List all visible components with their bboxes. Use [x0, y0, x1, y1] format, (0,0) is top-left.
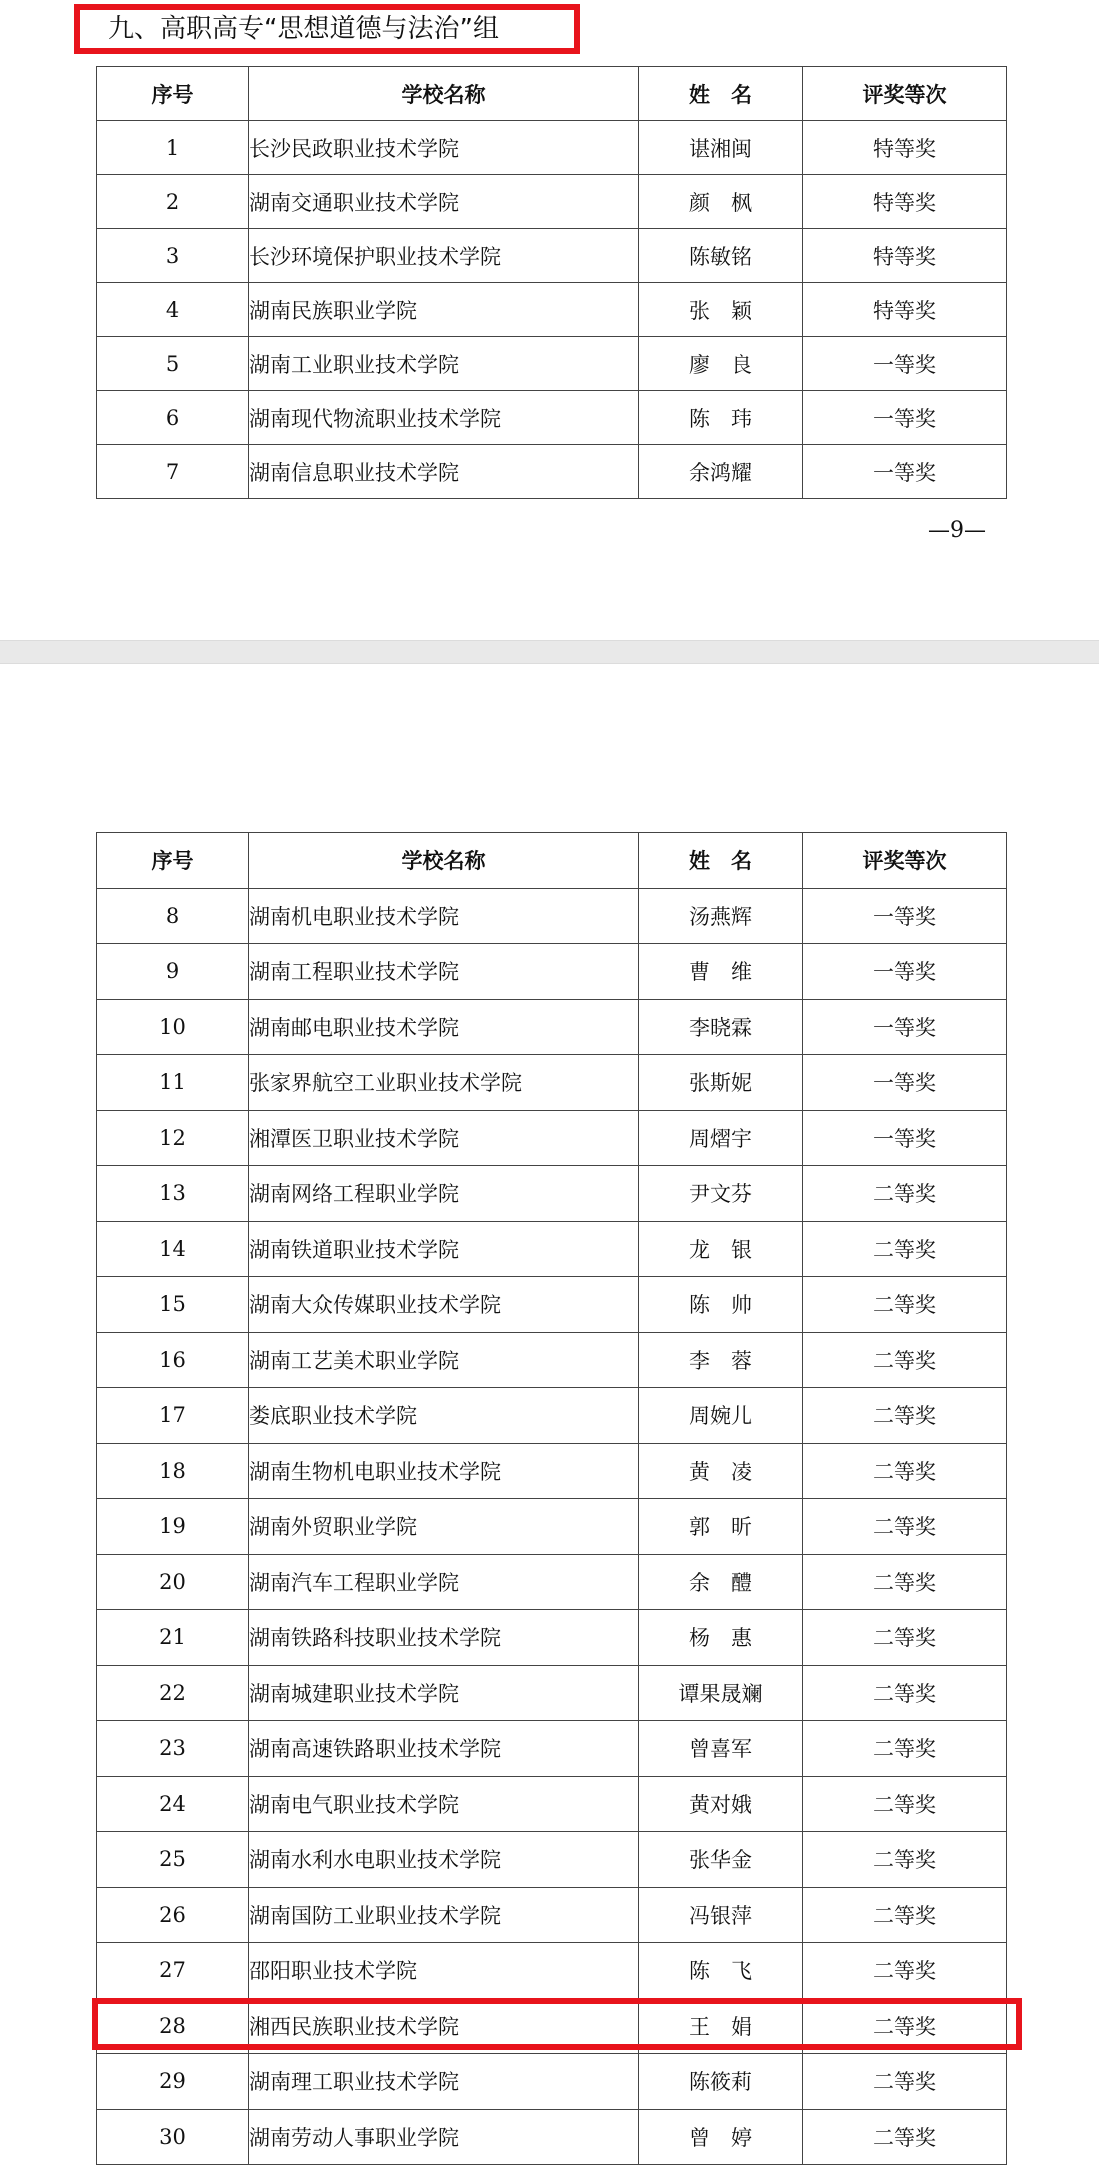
- header-award: 评奖等次: [803, 833, 1007, 889]
- table-row: [97, 1388, 1007, 1444]
- cell-no: 22: [97, 1665, 249, 1721]
- cell-no: 2: [97, 175, 249, 229]
- table-row: [97, 944, 1007, 1000]
- table-row: [97, 1665, 1007, 1721]
- table-row: [97, 1776, 1007, 1832]
- cell-name: 陈 飞: [639, 1943, 803, 1999]
- cell-name: 张斯妮: [639, 1055, 803, 1111]
- cell-no: 5: [97, 337, 249, 391]
- cell-award: 一等奖: [803, 999, 1007, 1055]
- table-row: [97, 1610, 1007, 1666]
- cell-no: 8: [97, 888, 249, 944]
- cell-no: 4: [97, 283, 249, 337]
- table-row: [97, 2054, 1007, 2110]
- cell-school: 湖南汽车工程职业学院: [249, 1554, 639, 1610]
- cell-no: 6: [97, 391, 249, 445]
- cell-name: 廖 良: [639, 337, 803, 391]
- cell-award: 二等奖: [803, 1776, 1007, 1832]
- cell-name: 陈 玮: [639, 391, 803, 445]
- cell-award: 一等奖: [803, 1055, 1007, 1111]
- cell-school: 湖南理工职业技术学院: [249, 2054, 639, 2110]
- awards-table-page-9: [96, 66, 1007, 499]
- cell-no: 19: [97, 1499, 249, 1555]
- table-row: [97, 175, 1007, 229]
- cell-award: 二等奖: [803, 2109, 1007, 2165]
- table-row: [97, 1887, 1007, 1943]
- section-title: 九、高职高专“思想道德与法治”组: [108, 14, 499, 44]
- table-row: [97, 283, 1007, 337]
- cell-award: 二等奖: [803, 1388, 1007, 1444]
- cell-no: 16: [97, 1332, 249, 1388]
- awards-table-page-10: [96, 832, 1007, 2165]
- header-name: 姓 名: [639, 67, 803, 121]
- page-number: —9—: [928, 518, 986, 543]
- cell-no: 21: [97, 1610, 249, 1666]
- cell-school: 湖南水利水电职业技术学院: [249, 1832, 639, 1888]
- cell-no: 7: [97, 445, 249, 499]
- page-separator: [0, 640, 1099, 664]
- table-row: [97, 1721, 1007, 1777]
- table-body: [97, 888, 1007, 2165]
- cell-no: 15: [97, 1277, 249, 1333]
- cell-award: 二等奖: [803, 1499, 1007, 1555]
- cell-school: 湖南铁道职业技术学院: [249, 1221, 639, 1277]
- section-title-highlight-box: [74, 4, 580, 54]
- cell-no: 18: [97, 1443, 249, 1499]
- table-row: [97, 1221, 1007, 1277]
- cell-no: 9: [97, 944, 249, 1000]
- cell-school: 湖南网络工程职业学院: [249, 1166, 639, 1222]
- cell-award: 特等奖: [803, 121, 1007, 175]
- table-row: [97, 1443, 1007, 1499]
- cell-school: 湖南生物机电职业技术学院: [249, 1443, 639, 1499]
- cell-no: 1: [97, 121, 249, 175]
- table-row: [97, 1110, 1007, 1166]
- cell-school: 湖南工程职业技术学院: [249, 944, 639, 1000]
- cell-name: 颜 枫: [639, 175, 803, 229]
- cell-name: 陈筱莉: [639, 2054, 803, 2110]
- cell-school: 湖南城建职业技术学院: [249, 1665, 639, 1721]
- cell-award: 二等奖: [803, 1610, 1007, 1666]
- cell-no: 13: [97, 1166, 249, 1222]
- cell-school: 湖南国防工业职业技术学院: [249, 1887, 639, 1943]
- cell-school: 长沙民政职业技术学院: [249, 121, 639, 175]
- cell-award: 二等奖: [803, 1554, 1007, 1610]
- cell-award: 一等奖: [803, 391, 1007, 445]
- header-name: 姓 名: [639, 833, 803, 889]
- table-row: [97, 1277, 1007, 1333]
- cell-award: 二等奖: [803, 1998, 1007, 2054]
- cell-school: 湖南外贸职业学院: [249, 1499, 639, 1555]
- cell-name: 王 娟: [639, 1998, 803, 2054]
- header-school: 学校名称: [249, 67, 639, 121]
- cell-school: 湖南工艺美术职业学院: [249, 1332, 639, 1388]
- cell-award: 一等奖: [803, 337, 1007, 391]
- table-row: [97, 1166, 1007, 1222]
- cell-school: 湖南现代物流职业技术学院: [249, 391, 639, 445]
- cell-school: 湖南机电职业技术学院: [249, 888, 639, 944]
- cell-name: 曹 维: [639, 944, 803, 1000]
- cell-no: 24: [97, 1776, 249, 1832]
- cell-award: 特等奖: [803, 283, 1007, 337]
- cell-no: 3: [97, 229, 249, 283]
- table-row: [97, 229, 1007, 283]
- table-header-row: [97, 67, 1007, 121]
- cell-award: 二等奖: [803, 1832, 1007, 1888]
- cell-no: 10: [97, 999, 249, 1055]
- cell-name: 李晓霖: [639, 999, 803, 1055]
- cell-name: 周熠宇: [639, 1110, 803, 1166]
- table-row: [97, 1055, 1007, 1111]
- cell-school: 湖南劳动人事职业学院: [249, 2109, 639, 2165]
- cell-award: 一等奖: [803, 944, 1007, 1000]
- table-row: [97, 1943, 1007, 1999]
- cell-no: 25: [97, 1832, 249, 1888]
- cell-no: 20: [97, 1554, 249, 1610]
- cell-school: 湘潭医卫职业技术学院: [249, 1110, 639, 1166]
- cell-school: 湖南交通职业技术学院: [249, 175, 639, 229]
- table-row: [97, 1832, 1007, 1888]
- cell-name: 陈 帅: [639, 1277, 803, 1333]
- cell-school: 湖南高速铁路职业技术学院: [249, 1721, 639, 1777]
- cell-school: 湖南信息职业技术学院: [249, 445, 639, 499]
- header-award: 评奖等次: [803, 67, 1007, 121]
- cell-name: 张 颖: [639, 283, 803, 337]
- cell-name: 曾 婷: [639, 2109, 803, 2165]
- cell-name: 陈敏铭: [639, 229, 803, 283]
- cell-no: 14: [97, 1221, 249, 1277]
- table-row: [97, 2109, 1007, 2165]
- cell-no: 29: [97, 2054, 249, 2110]
- cell-award: 二等奖: [803, 1277, 1007, 1333]
- cell-name: 余 醴: [639, 1554, 803, 1610]
- cell-no: 23: [97, 1721, 249, 1777]
- cell-school: 湖南邮电职业技术学院: [249, 999, 639, 1055]
- cell-award: 一等奖: [803, 1110, 1007, 1166]
- cell-award: 二等奖: [803, 1887, 1007, 1943]
- cell-school: 湖南民族职业学院: [249, 283, 639, 337]
- cell-no: 30: [97, 2109, 249, 2165]
- cell-award: 二等奖: [803, 1443, 1007, 1499]
- cell-name: 曾喜军: [639, 1721, 803, 1777]
- cell-name: 汤燕辉: [639, 888, 803, 944]
- table-body: [97, 121, 1007, 499]
- cell-school: 邵阳职业技术学院: [249, 1943, 639, 1999]
- cell-name: 尹文芬: [639, 1166, 803, 1222]
- header-no: 序号: [97, 833, 249, 889]
- cell-award: 二等奖: [803, 1221, 1007, 1277]
- table-row: [97, 1998, 1007, 2054]
- table-row: [97, 1499, 1007, 1555]
- cell-no: 26: [97, 1887, 249, 1943]
- table-row: [97, 391, 1007, 445]
- cell-name: 周婉儿: [639, 1388, 803, 1444]
- cell-name: 冯银萍: [639, 1887, 803, 1943]
- header-school: 学校名称: [249, 833, 639, 889]
- cell-name: 谭果晟斓: [639, 1665, 803, 1721]
- cell-no: 11: [97, 1055, 249, 1111]
- cell-award: 一等奖: [803, 445, 1007, 499]
- cell-award: 二等奖: [803, 1665, 1007, 1721]
- cell-name: 龙 银: [639, 1221, 803, 1277]
- table-row: [97, 999, 1007, 1055]
- cell-award: 二等奖: [803, 2054, 1007, 2110]
- cell-name: 张华金: [639, 1832, 803, 1888]
- cell-name: 黄对娥: [639, 1776, 803, 1832]
- header-no: 序号: [97, 67, 249, 121]
- table-row: [97, 337, 1007, 391]
- cell-school: 湖南大众传媒职业技术学院: [249, 1277, 639, 1333]
- cell-no: 17: [97, 1388, 249, 1444]
- table-row: [97, 888, 1007, 944]
- cell-name: 郭 昕: [639, 1499, 803, 1555]
- table-row: [97, 121, 1007, 175]
- table-header-row: [97, 833, 1007, 889]
- table-row: [97, 1554, 1007, 1610]
- cell-name: 谌湘闽: [639, 121, 803, 175]
- cell-name: 余鸿耀: [639, 445, 803, 499]
- cell-school: 娄底职业技术学院: [249, 1388, 639, 1444]
- cell-award: 二等奖: [803, 1332, 1007, 1388]
- cell-award: 二等奖: [803, 1166, 1007, 1222]
- cell-no: 27: [97, 1943, 249, 1999]
- table-row: [97, 445, 1007, 499]
- cell-award: 二等奖: [803, 1943, 1007, 1999]
- cell-school: 张家界航空工业职业技术学院: [249, 1055, 639, 1111]
- cell-no: 12: [97, 1110, 249, 1166]
- cell-school: 湖南工业职业技术学院: [249, 337, 639, 391]
- cell-school: 湘西民族职业技术学院: [249, 1998, 639, 2054]
- cell-school: 长沙环境保护职业技术学院: [249, 229, 639, 283]
- cell-award: 特等奖: [803, 229, 1007, 283]
- cell-name: 黄 凌: [639, 1443, 803, 1499]
- cell-award: 一等奖: [803, 888, 1007, 944]
- cell-school: 湖南电气职业技术学院: [249, 1776, 639, 1832]
- cell-award: 二等奖: [803, 1721, 1007, 1777]
- cell-no: 28: [97, 1998, 249, 2054]
- cell-name: 李 蓉: [639, 1332, 803, 1388]
- cell-award: 特等奖: [803, 175, 1007, 229]
- table-row: [97, 1332, 1007, 1388]
- cell-name: 杨 惠: [639, 1610, 803, 1666]
- cell-school: 湖南铁路科技职业技术学院: [249, 1610, 639, 1666]
